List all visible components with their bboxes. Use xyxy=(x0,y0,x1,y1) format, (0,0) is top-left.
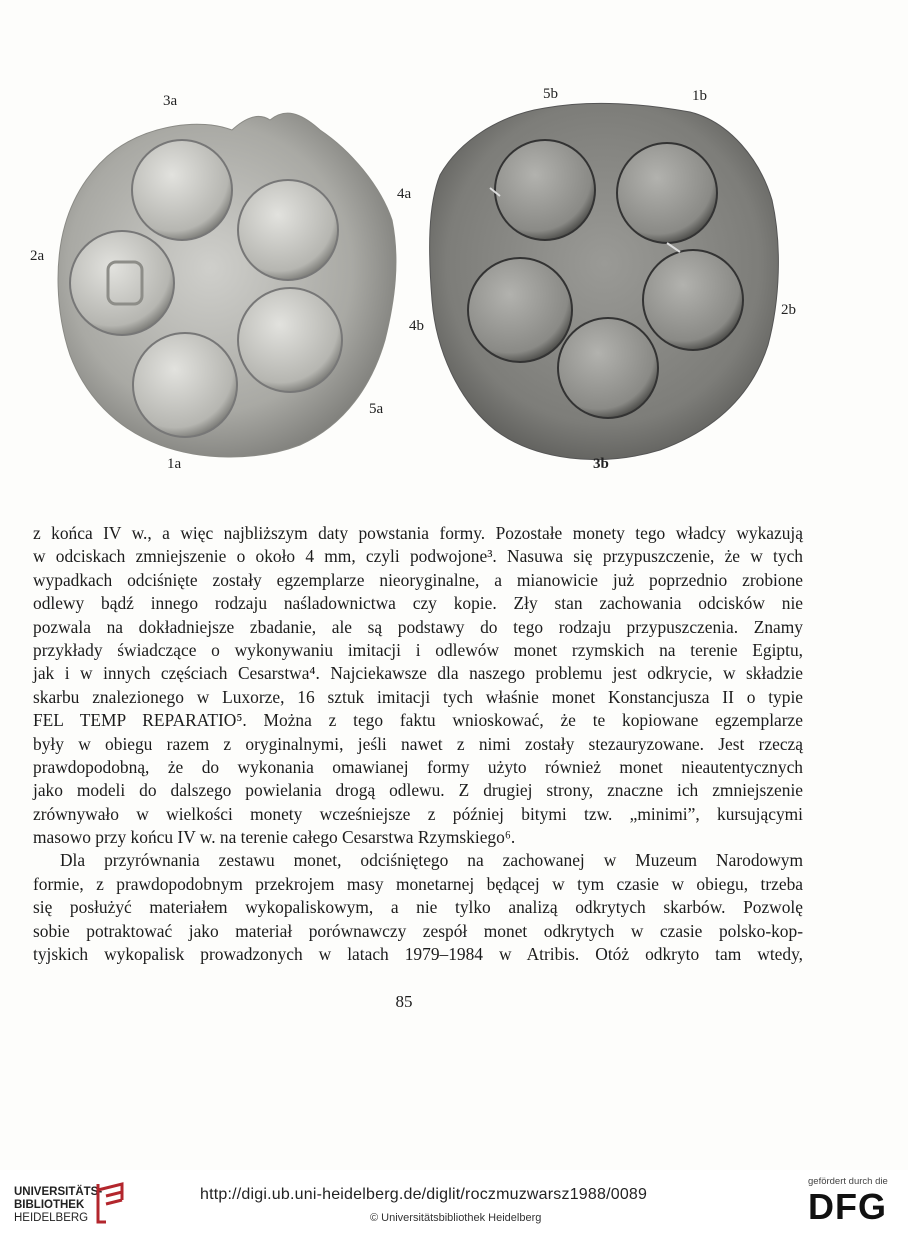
body-line: odlewy bądź innego rodzaju naśladownictwa czy kopie. Zły stan zachowania odcisków nie xyxy=(33,593,803,614)
body-line: tyjskich wykopalisk prowadzonych w latach 1979–1984 w Atribis. Otóż odkryto tam wtedy, xyxy=(33,944,803,965)
body-line: jak i w innych częściach Cesarstwa⁴. Najciekawsze dla naszego problemu jest odkrycie, w składzie xyxy=(33,663,803,684)
body-line: przykłady świadczące o wykonywaniu imitacji i odlewów monet rzymskich na terenie Egiptu, xyxy=(33,639,803,660)
body-line: masowo przy końcu IV w. na terenie całego Cesarstwa Rzymskiego⁶. xyxy=(33,827,516,848)
body-line: jako modeli do dalszego powielania drogą odlewu. Z drugiej strony, znaczne ich zmniejszenie xyxy=(33,780,803,801)
permalink-url[interactable]: http://digi.ub.uni-heidelberg.de/diglit/roczmuzwarsz1988/0089 xyxy=(200,1186,648,1203)
figure-label-2a: 2a xyxy=(30,248,45,264)
right-mould xyxy=(430,103,779,459)
mould-photographs xyxy=(0,0,908,480)
copyright-notice: © Universitätsbibliothek Heidelberg xyxy=(370,1212,542,1224)
body-line: Dla przyrównania zestawu monet, odciśniętego na zachowanej w Muzeum Narodowym xyxy=(60,850,803,871)
library-name-line1: UNIVERSITÄTS- xyxy=(14,1186,103,1198)
body-text xyxy=(33,522,803,966)
figure-label-4a: 4a xyxy=(397,186,412,202)
body-line: się posłużyć materiałem wykopaliskowym, a nie tylko analizą odkrytych skarbów. Pozwolę xyxy=(33,897,803,918)
library-logo[interactable] xyxy=(14,1186,102,1225)
body-line: prawdopodobną, że do wykonania omawianej formy użyto również monet nieautentycznych xyxy=(33,756,803,777)
dfg-logo[interactable]: DFG xyxy=(808,1186,887,1227)
body-line: sobie potraktować jako materiał porównawczy zespół monet odkrytych w czasie polsko-kop- xyxy=(33,920,803,941)
library-name-line2: BIBLIOTHEK xyxy=(14,1199,85,1211)
figure-label-3b: 3b xyxy=(593,456,609,472)
library-mark-icon xyxy=(92,1180,128,1226)
body-line: w odciskach zmniejszenie o około 4 mm, czyli podwojone³. Nasuwa się przypuszczenie, że w tych xyxy=(33,546,803,567)
body-line: skarbu znalezionego w Luxorze, 16 sztuk imitacji tych właśnie monet Konstancjusza II o typie xyxy=(33,686,803,707)
left-mould xyxy=(58,113,396,457)
body-line: formie, z prawdopodobnym przekrojem masy monetarnej będącej w tym czasie w obiegu, trzeba xyxy=(33,873,803,894)
body-line: z końca IV w., a więc najbliższym daty powstania formy. Pozostałe monety tego władcy wykazują xyxy=(33,523,803,543)
figure-label-3a: 3a xyxy=(163,93,178,109)
figure-label-2b: 2b xyxy=(781,302,796,318)
body-line: FEL TEMP REPARATIO⁵. Można z tego faktu wnioskować, że te kopiowane egzemplarze xyxy=(33,710,803,731)
page-number: 85 xyxy=(395,992,413,1011)
figure-label-5b: 5b xyxy=(543,86,558,102)
figure-label-5a: 5a xyxy=(369,401,384,417)
funding-caption: gefördert durch die xyxy=(808,1176,888,1187)
body-line: wypadkach odciśnięte zostały egzemplarze nieoryginalne, a mianowicie już poprzednio zrobione xyxy=(33,569,803,590)
body-line: zrównywało w wielkości monety wcześniejsze z później bitymi tzw. „minimi”, kursującymi xyxy=(33,803,803,824)
body-line: pozwala na dokładniejsze zbadanie, ale są podstawy do tego rodzaju przypuszczenia. Znamy xyxy=(33,616,803,637)
body-line: były w obiegu razem z oryginalnymi, jeśli nawet z nimi zostały stezauryzowane. Jest rzeczą xyxy=(33,733,803,754)
figure-label-1a: 1a xyxy=(167,456,182,472)
library-name-line3: HEIDELBERG xyxy=(14,1212,89,1224)
footer xyxy=(0,1170,908,1235)
figure-label-1b: 1b xyxy=(692,88,707,104)
figure-label-4b: 4b xyxy=(409,318,424,334)
